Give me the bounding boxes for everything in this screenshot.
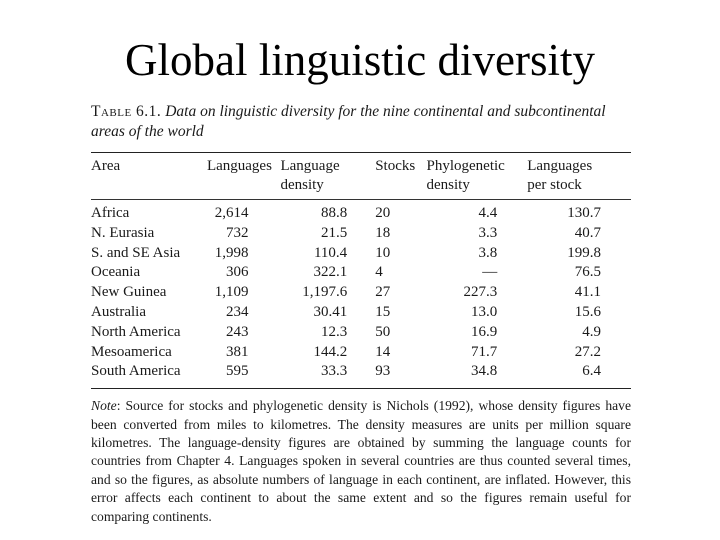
- cell-area: Africa: [91, 205, 130, 221]
- cell-area: N. Eurasia: [91, 224, 155, 241]
- cell-stocks: 15: [375, 303, 391, 320]
- cell-area: Mesoamerica: [91, 343, 172, 360]
- cell-language-density: 21.5: [320, 224, 348, 241]
- slide-title: Global linguistic diversity: [125, 35, 595, 85]
- cell-phylogenetic-density: 13.0: [470, 303, 498, 320]
- table-row: [91, 283, 631, 303]
- cell-area: S. and SE Asia: [91, 244, 181, 261]
- cell-stocks: 4: [375, 264, 383, 281]
- header-area: Area: [91, 158, 121, 174]
- cell-languages-per-stock: 6.4: [582, 363, 601, 380]
- cell-language-density: 12.3: [320, 323, 348, 340]
- cell-languages-per-stock: 4.9: [582, 323, 601, 340]
- note-label: Note: [91, 398, 117, 414]
- cell-language-density: 30.41: [313, 303, 348, 320]
- cell-languages-per-stock: 199.8: [567, 244, 601, 261]
- table-note: [91, 397, 631, 526]
- cell-stocks: 20: [375, 205, 391, 221]
- cell-language-density: 1,197.6: [302, 284, 348, 301]
- table-row: [91, 244, 631, 264]
- cell-languages: 306: [225, 264, 249, 281]
- cell-languages-per-stock: 40.7: [574, 224, 601, 241]
- cell-stocks: 27: [375, 284, 391, 301]
- cell-phylogenetic-density: 34.8: [470, 363, 498, 380]
- note-text: : Source for stocks and phylogenetic density is Nichols (1992), whose density figures have been converted from miles to kilometres. The density measures are units per million square kilometres. The language-density figures are obtained by summing the language counts for countries from Chapter 4. Languages spoken in several countries are thus counted several times, and so the figures, as absolute numbers of language in each continent, are inflated. However, this error affects each continent to about the same extent and so the figures remain useful for comparing continents.: [91, 398, 631, 524]
- cell-phylogenetic-density: —: [482, 264, 498, 281]
- cell-stocks: 18: [375, 224, 391, 241]
- cell-languages: 2,614: [214, 205, 249, 221]
- cell-languages: 243: [225, 323, 249, 340]
- cell-stocks: 14: [375, 343, 391, 360]
- cell-phylogenetic-density: 3.8: [478, 244, 498, 261]
- linguistic-diversity-table: [91, 153, 631, 382]
- cell-area: North America: [91, 323, 181, 340]
- cell-languages: 1,998: [214, 244, 249, 261]
- table-row: [91, 200, 631, 224]
- cell-area: Oceania: [91, 264, 141, 281]
- table-caption-text: Data on linguistic diversity for the nine continental and subcontinental areas of the world: [91, 103, 606, 140]
- cell-language-density: 110.4: [313, 244, 348, 261]
- cell-languages: 234: [225, 303, 249, 320]
- cell-area: New Guinea: [91, 284, 167, 301]
- cell-languages-per-stock: 15.6: [574, 303, 601, 320]
- table-caption-label: Table 6.1.: [91, 103, 162, 120]
- scanned-table-image: [91, 96, 631, 526]
- header-stocks: Stocks: [375, 158, 416, 174]
- table-row: [91, 224, 631, 244]
- cell-stocks: 50: [375, 323, 391, 340]
- cell-languages: 1,109: [214, 284, 249, 301]
- cell-languages-per-stock: 41.1: [574, 284, 601, 301]
- cell-language-density: 144.2: [313, 343, 348, 360]
- cell-phylogenetic-density: 4.4: [478, 205, 498, 221]
- cell-languages-per-stock: 76.5: [574, 264, 601, 281]
- header-languages: Languages: [206, 158, 272, 174]
- header-language-density: Language density: [280, 158, 340, 193]
- cell-language-density: 88.8: [320, 205, 348, 221]
- cell-area: Australia: [91, 303, 146, 320]
- cell-languages-per-stock: 27.2: [574, 343, 601, 360]
- cell-stocks: 93: [375, 363, 391, 380]
- table-row: [91, 323, 631, 343]
- cell-languages: 595: [225, 363, 249, 380]
- table-bottom-rule: [91, 388, 631, 389]
- cell-phylogenetic-density: 227.3: [463, 284, 498, 301]
- table-row: [91, 303, 631, 323]
- table-row: [91, 263, 631, 283]
- cell-area: South America: [91, 363, 181, 380]
- cell-phylogenetic-density: 16.9: [470, 323, 498, 340]
- cell-phylogenetic-density: 3.3: [478, 224, 498, 241]
- cell-stocks: 10: [375, 244, 391, 261]
- header-languages-per-stock: Languages per stock: [527, 158, 593, 193]
- cell-language-density: 322.1: [313, 264, 348, 281]
- cell-phylogenetic-density: 71.7: [470, 343, 498, 360]
- cell-languages-per-stock: 130.7: [567, 205, 601, 221]
- table-row: [91, 343, 631, 363]
- table-row: [91, 362, 631, 382]
- cell-languages: 732: [225, 224, 249, 241]
- table-header-row: [91, 153, 631, 195]
- cell-languages: 381: [225, 343, 249, 360]
- table-caption: [91, 102, 631, 142]
- cell-language-density: 33.3: [320, 363, 348, 380]
- header-phylogenetic-density: Phylogenetic density: [426, 158, 505, 193]
